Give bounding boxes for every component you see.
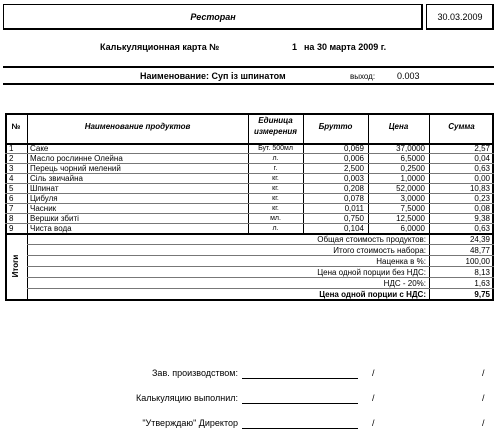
product-name: Саке xyxy=(30,144,49,153)
product-unit: л. xyxy=(272,225,279,232)
product-sum: 0,00 xyxy=(474,174,490,183)
product-price: 1,0000 xyxy=(400,174,425,183)
product-brutto: 0,003 xyxy=(343,174,364,183)
yield-value: 0.003 xyxy=(397,71,420,81)
name-bottom-line xyxy=(3,83,494,85)
totals-side-label: Итоги xyxy=(11,254,20,278)
signature-separator: / xyxy=(482,368,485,378)
yield-label: выход: xyxy=(350,72,376,81)
product-name: Цибуля xyxy=(30,194,58,203)
products-table xyxy=(5,113,494,342)
card-date: на 30 марта 2009 г. xyxy=(304,42,387,52)
totals-label: Итого стоимость набора: xyxy=(333,246,426,255)
totals-value: 48,77 xyxy=(469,246,490,255)
product-unit: г. xyxy=(273,165,278,172)
product-unit: л. xyxy=(272,155,279,162)
totals-value: 8,13 xyxy=(474,268,490,277)
product-name: Чиста вода xyxy=(30,224,72,233)
product-brutto: 0,104 xyxy=(343,224,364,233)
product-brutto: 0,750 xyxy=(343,214,364,223)
totals-label: НДС - 20%: xyxy=(383,279,426,288)
table-left-border xyxy=(5,113,7,301)
row-number: 5 xyxy=(9,184,14,193)
totals-value: 9,75 xyxy=(474,290,490,299)
product-unit: кг. xyxy=(272,185,279,192)
date-box xyxy=(426,4,494,30)
product-name: Вершки збиті xyxy=(30,214,79,223)
signature-separator: / xyxy=(482,393,485,403)
totals-label: Наценка в %: xyxy=(376,257,426,266)
product-sum: 9,38 xyxy=(474,214,490,223)
totals-value: 1,63 xyxy=(474,279,490,288)
totals-label: Цена одной порции без НДС: xyxy=(317,268,426,277)
card-number: 1 xyxy=(292,42,298,52)
product-sum: 0,04 xyxy=(474,154,490,163)
product-price: 12,5000 xyxy=(396,214,425,223)
product-name: Сіль звичайна xyxy=(30,174,83,183)
product-price: 52,0000 xyxy=(396,184,425,193)
product-brutto: 0,006 xyxy=(343,154,364,163)
row-number: 6 xyxy=(9,194,14,203)
totals-row-divider xyxy=(27,288,494,289)
totals-label: Цена одной порции с НДС: xyxy=(319,290,426,299)
product-unit: кг. xyxy=(272,195,279,202)
product-brutto: 0,069 xyxy=(343,144,364,153)
signature-label: "Утверждаю" Директор xyxy=(142,418,238,428)
product-sum: 0,63 xyxy=(474,224,490,233)
product-name: Шпинат xyxy=(30,184,59,193)
product-unit: Бут. 500мл xyxy=(258,145,293,152)
signature-label: Калькуляцию выполнил: xyxy=(135,393,238,403)
product-brutto: 0,078 xyxy=(343,194,364,203)
column-header-unit-line1: Единица xyxy=(258,116,293,125)
column-header-name: Наименование продуктов xyxy=(84,122,191,131)
product-brutto: 0,208 xyxy=(343,184,364,193)
totals-row-divider xyxy=(27,244,494,245)
name-top-line xyxy=(3,66,494,68)
product-price: 3,0000 xyxy=(400,194,425,203)
product-brutto: 0,011 xyxy=(344,204,364,213)
totals-row-divider xyxy=(27,255,494,256)
totals-label: Общая стоимость продуктов: xyxy=(317,235,426,244)
product-name: Часник xyxy=(30,204,57,213)
signature-separator: / xyxy=(372,368,375,378)
product-name: Масло рослинне Олейна xyxy=(30,154,123,163)
product-price: 0,2500 xyxy=(400,164,425,173)
row-number: 7 xyxy=(9,204,14,213)
product-price: 7,5000 xyxy=(400,204,425,213)
product-brutto: 2,500 xyxy=(343,164,364,173)
row-number: 8 xyxy=(9,214,14,223)
row-number: 9 xyxy=(9,224,14,233)
dish-name: Наименование: Суп із шпинатом xyxy=(140,71,286,81)
row-number: 3 xyxy=(9,164,14,173)
column-header-unit-line2: измерения xyxy=(254,127,297,136)
signature-line[interactable] xyxy=(242,428,358,429)
product-sum: 2,57 xyxy=(474,144,490,153)
column-header-price: Цена xyxy=(388,122,409,131)
product-price: 6,5000 xyxy=(400,154,425,163)
signature-label: Зав. производством: xyxy=(152,368,238,378)
totals-row-divider xyxy=(27,277,494,278)
product-sum: 0,23 xyxy=(474,194,490,203)
row-number: 1 xyxy=(9,144,14,153)
product-unit: кг. xyxy=(272,175,279,182)
product-price: 6,0000 xyxy=(400,224,425,233)
card-title: Калькуляционная карта № xyxy=(100,42,220,52)
signatures xyxy=(0,360,498,437)
product-sum: 0,08 xyxy=(474,204,490,213)
totals-row-divider xyxy=(27,266,494,267)
product-name: Перець чорний мелений xyxy=(30,164,121,173)
product-unit: кг. xyxy=(272,205,279,212)
signature-separator: / xyxy=(482,418,485,428)
product-unit: мл. xyxy=(270,215,281,222)
column-header-brutto: Брутто xyxy=(318,122,353,131)
table-top-border xyxy=(5,113,494,115)
totals-value: 100,00 xyxy=(465,257,490,266)
row-number: 2 xyxy=(9,154,14,163)
product-sum: 10,83 xyxy=(469,184,490,193)
header-date: 30.03.2009 xyxy=(437,12,483,22)
column-header-num: № xyxy=(11,122,21,131)
restaurant-header xyxy=(3,4,423,30)
signature-separator: / xyxy=(372,393,375,403)
signature-line[interactable] xyxy=(242,403,358,404)
signature-line[interactable] xyxy=(242,378,358,379)
signature-separator: / xyxy=(372,418,375,428)
product-sum: 0,63 xyxy=(474,164,490,173)
restaurant-label: Ресторан xyxy=(190,12,236,22)
product-price: 37,0000 xyxy=(396,144,425,153)
column-header-sum: Сумма xyxy=(448,122,475,131)
totals-value: 24,39 xyxy=(469,235,490,244)
table-right-border xyxy=(492,113,494,301)
row-number: 4 xyxy=(9,174,14,183)
